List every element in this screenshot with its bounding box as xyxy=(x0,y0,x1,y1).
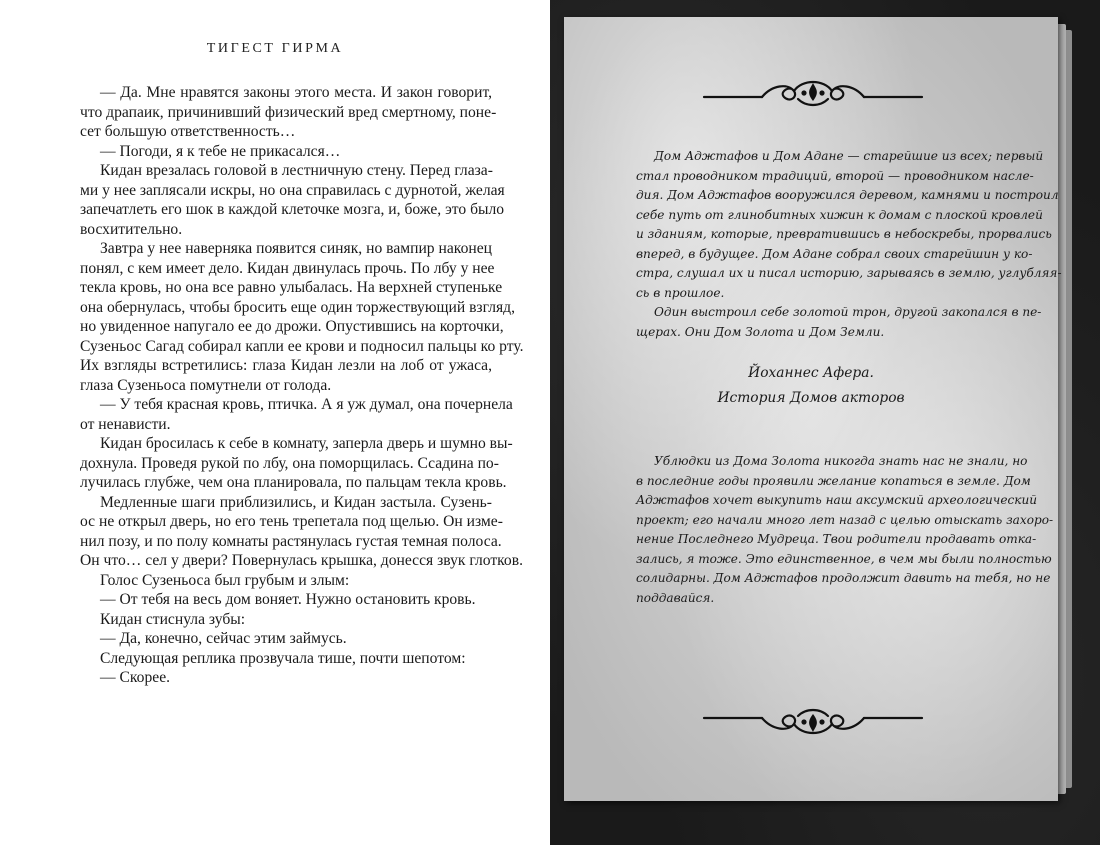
attribution-author: Йоханнес Афера. xyxy=(748,365,874,381)
text-line: — Да. Мне нравятся законы этого места. И закон говорит, xyxy=(100,84,492,101)
text-line: нение Последнего Мудреца. Твои родители продавать отка- xyxy=(636,532,1037,546)
text-line: сь в прошлое. xyxy=(636,285,725,300)
paragraph xyxy=(80,649,492,669)
paragraph xyxy=(80,434,513,493)
text-line: Голос Сузеньоса был грубым и злым: xyxy=(100,571,350,589)
text-line: Медленные шаги приблизились, и Кидан застыла. Сузень- xyxy=(100,493,492,511)
text-line: — У тебя красная кровь, птичка. А я уж думал, она почернела xyxy=(100,396,513,413)
text-line: солидарны. Дом Аджтафов продолжит давить на тебя, но не xyxy=(636,571,1051,585)
body-text xyxy=(80,83,524,688)
paragraph xyxy=(80,395,513,434)
text-line: Ублюдки из Дома Золота никогда знать нас не знали, но xyxy=(654,454,1028,468)
text-line: текла кровь, но она все равно улыбалась. На верхней ступеньке xyxy=(80,279,503,296)
text-line: Он что… сел у двери? Повернулась крышка, донесся звук глотков. xyxy=(80,552,523,569)
text-line: проект; его начали много лет назад с целью отыскать захоро- xyxy=(636,512,1054,527)
attribution-work: История Домов акторов xyxy=(717,390,905,406)
text-line: — От тебя на весь дом воняет. Нужно остановить кровь. xyxy=(100,591,476,608)
text-line: зались, я тоже. Это единственное, в чем мы были полностью xyxy=(636,551,1052,566)
text-line: щерах. Они Дом Золота и Дом Земли. xyxy=(636,324,885,339)
text-line: Кидан стиснула зубы: xyxy=(100,610,246,628)
text-line: Сузеньос Сагад собирал капли ее крови и подносил пальцы ко рту. xyxy=(80,337,524,355)
text-line: от ненависти. xyxy=(80,415,171,433)
text-line: Один выстроил себе золотой трон, другой закопался в пе- xyxy=(654,305,1042,319)
text-line: нил позу, и по полу комнаты растянулась густая темная полоса. xyxy=(80,532,502,550)
text-line: Следующая реплика прозвучала тише, почти шепотом: xyxy=(100,649,466,667)
quote-paragraph xyxy=(636,145,1062,301)
paragraph xyxy=(80,571,492,591)
quote-1 xyxy=(636,145,1062,340)
paragraph xyxy=(80,161,505,239)
text-line: дохнула. Проведя рукой по лбу, она поморщилась. Ссадина по- xyxy=(80,454,499,472)
running-head: ТИГЕСТ ГИРМА xyxy=(206,41,344,56)
text-line: в последние годы проявили желание копаться в земле. Дом xyxy=(636,473,1031,488)
paragraph xyxy=(80,493,523,571)
paragraph xyxy=(80,142,492,162)
text-line: она обернулась, чтобы бросить еще один торжествующий взгляд, xyxy=(80,298,515,316)
text-line: дия. Дом Аджтафов вооружился деревом, камнями и построил xyxy=(636,188,1059,202)
text-line: стал проводником традиций, второй — проводником насле- xyxy=(636,168,1034,183)
quote-paragraph xyxy=(636,450,1054,606)
text-line: запечатлеть его шок в каждой клеточке мозга, и, боже, это было xyxy=(80,201,505,218)
paragraph xyxy=(80,610,492,630)
text-line: вперед, в будущее. Дом Адане собрал своих старейшин у ко- xyxy=(636,246,1033,261)
parchment-sheet xyxy=(564,17,1062,801)
right-page xyxy=(550,0,1100,845)
text-line: восхитительно. xyxy=(80,220,183,238)
text-line: но увиденное напугало ее до дрожи. Опустившись на корточки, xyxy=(80,318,504,335)
attribution xyxy=(564,361,1058,411)
text-line: — Да, конечно, сейчас этим займусь. xyxy=(100,630,347,647)
text-line: Кидан бросилась к себе в комнату, заперла дверь и шумно вы- xyxy=(100,435,513,452)
text-line: сет большую ответственность… xyxy=(80,123,296,140)
text-line: лучилась глубже, чем она планировала, по пальцам текла кровь. xyxy=(80,474,507,491)
paragraph xyxy=(80,629,492,649)
text-line: — Скорее. xyxy=(100,669,171,686)
text-line: Аджтафов хочет выкупить наш аксумский археологический xyxy=(636,493,1038,507)
text-line: себе путь от глинобитных хижин к домам с плоской кровлей xyxy=(636,207,1043,222)
text-line: Дом Аджтафов и Дом Адане — старейшие из всех; первый xyxy=(654,149,1044,163)
text-line: поддавайся. xyxy=(636,590,715,605)
text-line: стра, слушал их и писал историю, зарываясь в землю, углубляя- xyxy=(636,266,1062,280)
flourish-ornament-icon xyxy=(702,706,924,740)
text-line: Завтра у нее наверняка появится синяк, но вампир наконец xyxy=(100,240,492,257)
quote-2 xyxy=(636,450,1054,606)
paragraph xyxy=(80,239,524,395)
text-line: ос не открыл дверь, но его тень трепетала под щелью. Он изме- xyxy=(80,513,503,530)
text-line: глаза Сузеньоса помутнели от голода. xyxy=(80,376,332,394)
text-line: Кидан врезалась головой в лестничную стену. Перед глаза- xyxy=(100,162,493,179)
paragraph xyxy=(80,590,492,610)
quote-paragraph xyxy=(636,301,1042,340)
text-line: ми у нее заплясали искры, но она справилась с дурнотой, желая xyxy=(80,181,505,199)
text-line: понял, с кем имеет дело. Кидан двинулась прочь. По лбу у нее xyxy=(80,259,495,277)
paragraph xyxy=(80,668,492,688)
paragraph xyxy=(80,83,497,142)
text-line: — Погоди, я к тебе не прикасался… xyxy=(100,142,341,160)
text-line: что драпаик, причинивший физический вред смертному, поне- xyxy=(80,103,497,121)
flourish-ornament-icon xyxy=(702,75,924,109)
text-line: Их взгляды встретились: глаза Кидан лезли на лоб от ужаса, xyxy=(80,357,492,374)
text-line: и зданиям, которые, превратившись в небоскребы, прорвались xyxy=(636,227,1052,241)
